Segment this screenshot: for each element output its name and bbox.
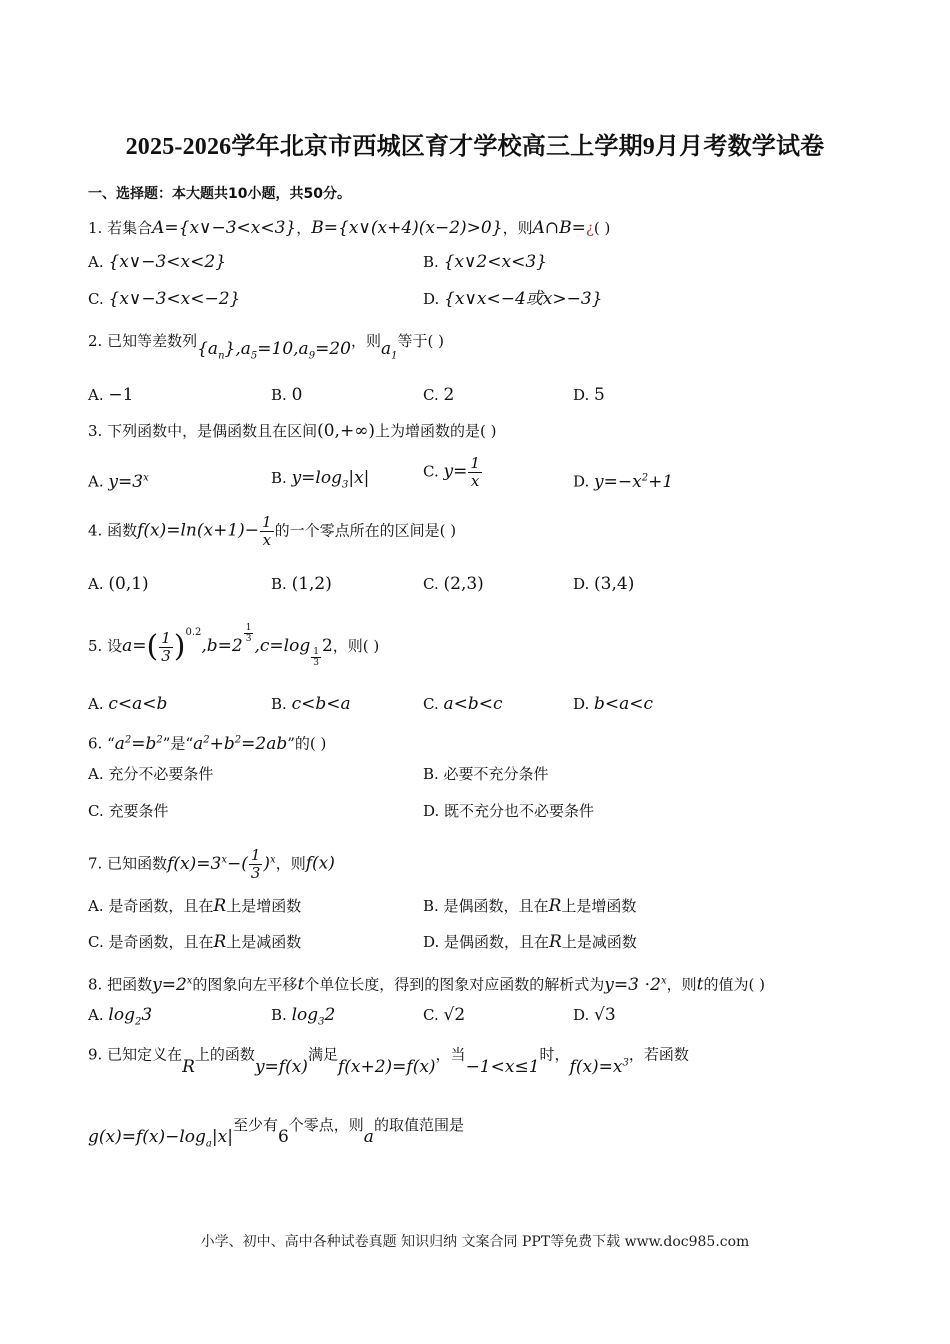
question-6: 6. “$a^2=b^2$”是“$a^2+b^2=2ab$”的( ) (88, 733, 327, 754)
q8-option-d[interactable]: D. √3 (573, 1005, 616, 1025)
q7-option-c[interactable]: C. 是奇函数，且在R上是减函数 (88, 932, 302, 952)
page-title: 2025-2026学年北京市西城区育才学校高三上学期9月月考数学试卷 (125, 134, 825, 160)
question-4: 4. 函数f(x)=ln(x+1)− $\frac{1}{x}$ 的一个零点所在的区间是( ) (88, 513, 457, 549)
q7-option-a[interactable]: A. 是奇函数，且在R上是增函数 (88, 896, 302, 916)
q4-option-d[interactable]: D. (3,4) (573, 574, 635, 594)
q8-option-c[interactable]: C. √2 (423, 1005, 466, 1025)
q3-option-b[interactable]: B. $y=\log_3|x|$ (271, 468, 370, 491)
question-7: 7. 已知函数$f(x)=3^x-$( $\frac{1}{3}$ )$^x$，则f(x) (88, 846, 335, 882)
q4-option-a[interactable]: A. (0,1) (88, 574, 149, 594)
q1-option-b[interactable]: B. {x∨2<x<3} (423, 252, 547, 272)
section-heading: 一、选择题：本大题共10小题，共50分。 (88, 186, 351, 202)
q2-option-c[interactable]: C. 2 (423, 385, 455, 405)
q5-option-a[interactable]: A. c<a<b (88, 694, 168, 714)
question-9-cont: $g(x)=f(x)-\log_a|x|$至少有6个零点，则a的取值范围是 (88, 1116, 464, 1150)
q1-option-d[interactable]: D. {x∨x<−4或x>−3} (423, 289, 603, 309)
q1-option-c[interactable]: C. {x∨−3<x<−2} (88, 289, 241, 309)
q2-option-a[interactable]: A. −1 (88, 385, 134, 405)
q2-option-d[interactable]: D. 5 (573, 385, 605, 405)
q2-option-b[interactable]: B. 0 (271, 385, 303, 405)
question-1: 1. 若集合A={x∨−3<x<3}，B={x∨(x+4)(x−2)>0}，则A∩B=¿( ) (88, 218, 611, 238)
q6-option-c[interactable]: C. 充要条件 (88, 802, 169, 820)
q3-option-a[interactable]: A. $y=3^x$ (88, 471, 149, 492)
question-2: 2. 已知等差数列$\{a_n\},a_5=10,a_9=20$，则$a_1$等于( ) (88, 332, 444, 362)
footer-banner: 小学、初中、高中各种试卷真题 知识归纳 文案合同 PPT等免费下载 www.doc985.com (200, 1234, 750, 1250)
q3-option-c[interactable]: C. y= $\frac{1}{x}$ (423, 454, 480, 490)
q6-option-b[interactable]: B. 必要不充分条件 (423, 765, 549, 783)
q6-option-d[interactable]: D. 既不充分也不必要条件 (423, 802, 595, 820)
q4-option-b[interactable]: B. (1,2) (271, 574, 332, 594)
q7-option-b[interactable]: B. 是偶函数，且在R上是增函数 (423, 896, 637, 916)
garbled-glyph: ¿ (585, 219, 594, 237)
question-3: 3. 下列函数中，是偶函数且在区间(0,+∞)上为增函数的是( ) (88, 421, 497, 441)
q4-option-c[interactable]: C. (2,3) (423, 574, 484, 594)
q8-option-a[interactable]: A. $\log_23$ (88, 1005, 153, 1028)
question-9: 9. 已知定义在R上的函数y=f(x)满足f(x+2)=f(x)，当−1<x≤1时，$f(x)=x^3$，若函数 (88, 1045, 689, 1077)
q1-option-a[interactable]: A. {x∨−3<x<2} (88, 252, 227, 272)
q5-option-c[interactable]: C. a<b<c (423, 694, 503, 714)
q5-option-b[interactable]: B. c<b<a (271, 694, 351, 714)
q6-option-a[interactable]: A. 充分不必要条件 (88, 765, 214, 783)
q7-option-d[interactable]: D. 是偶函数，且在R上是减函数 (423, 932, 637, 952)
question-5: 5. 设a=( $\frac{1}{3}$ )$^{0.2}$,b=2 $\frac{1}{3}$ ,c=log $\frac{1}{3}$ 2，则( ) (88, 622, 380, 668)
q8-option-b[interactable]: B. $\log_32$ (271, 1005, 336, 1028)
q5-option-d[interactable]: D. b<a<c (573, 694, 654, 714)
question-8: 8. 把函数$y=2^x$的图象向左平移t个单位长度，得到的图象对应函数的解析式为$y=3 \cdot 2^x$，则t的值为( ) (88, 974, 765, 995)
q3-option-d[interactable]: D. $y=-x^2+1$ (573, 471, 674, 492)
